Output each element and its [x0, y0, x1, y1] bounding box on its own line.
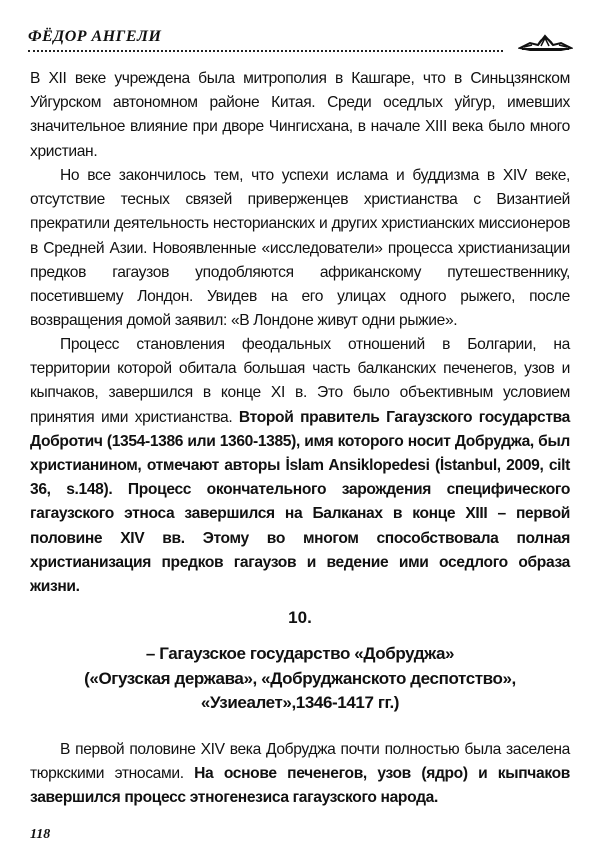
page-number: 118	[30, 827, 51, 842]
paragraph-4	[30, 738, 570, 811]
paragraph-3	[30, 333, 570, 599]
paragraph-1	[30, 67, 570, 164]
chapter-title-line: («Огузская держава», «Добруджанското деспотство»,	[84, 668, 516, 688]
running-header	[28, 26, 573, 50]
paragraph-text	[30, 67, 570, 164]
paragraph-text	[30, 738, 570, 811]
chapter-title-line: – Гагаузское государство «Добруджа»	[145, 644, 455, 663]
header-rule	[28, 50, 503, 52]
text-run: Но все закончилось тем, что успехи ислама и буддизма в XIV веке, отсутствие тесных связей приверженцев христианства с Византией прекратили деятельность несторианских и других христианских миссионеров в Средней Азии. Новоявленные «исследователи» процесса христианизации предков гагаузов уподобляются африканскому путешественнику, посетившему Лондон. Увидев на его улицах одного рыжего, после возвращения домой заявил: «В Лондоне живут одни рыжие».	[30, 167, 570, 330]
paragraph-text	[30, 164, 570, 333]
chapter-number: 10.	[288, 608, 312, 627]
text-run: Процесс становления феодальных отношений в Болгарии, на территории которой обитала большая часть балканских печенегов, узов и кыпчаков, завершился в конце XI в. Это было объективным условием принятия ими христианства.	[30, 336, 570, 426]
text-run: В XII веке учреждена была митрополия в Кашгаре, что в Синьцзянском Уйгурском автономном районе Китая. Среди оседлых уйгур, имевших значительное влияние при дворе Чингисхана, в начале XIII века было много христиан.	[30, 70, 570, 160]
chapter-title	[30, 642, 570, 716]
running-title: ФЁДОР АНГЕЛИ	[28, 28, 162, 45]
paragraph-text	[30, 333, 570, 599]
bold-text-run: На основе печенегов, узов (ядро) и кыпчаков завершился процесс этногенезиса гагаузского народа.	[30, 765, 570, 807]
chapter-title-line: «Узиеалет»,1346-1417 гг.)	[200, 693, 400, 712]
text-run: В первой половине XIV века Добруджа почти полностью была заселена тюркскими этносами.	[30, 741, 570, 783]
bold-text-run: Второй правитель Гагаузского государства Добротич (1354-1386 или 1360-1385), имя которого носит Добруджа, был христианином, отмечают авторы İslam Ansiklopedesi (İstanbul, 2009, cilt 36, s.148). Процесс окончательного зарождения специфического гагаузского этноса завершился на Балканах в конце XIII – первой половине XIV вв. Этому во многом способствовала полная христианизация предков гагаузов и ведение ими оседлого образа жизни.	[30, 408, 570, 596]
paragraph-2	[30, 164, 570, 333]
fan-ornament-icon	[518, 32, 573, 52]
